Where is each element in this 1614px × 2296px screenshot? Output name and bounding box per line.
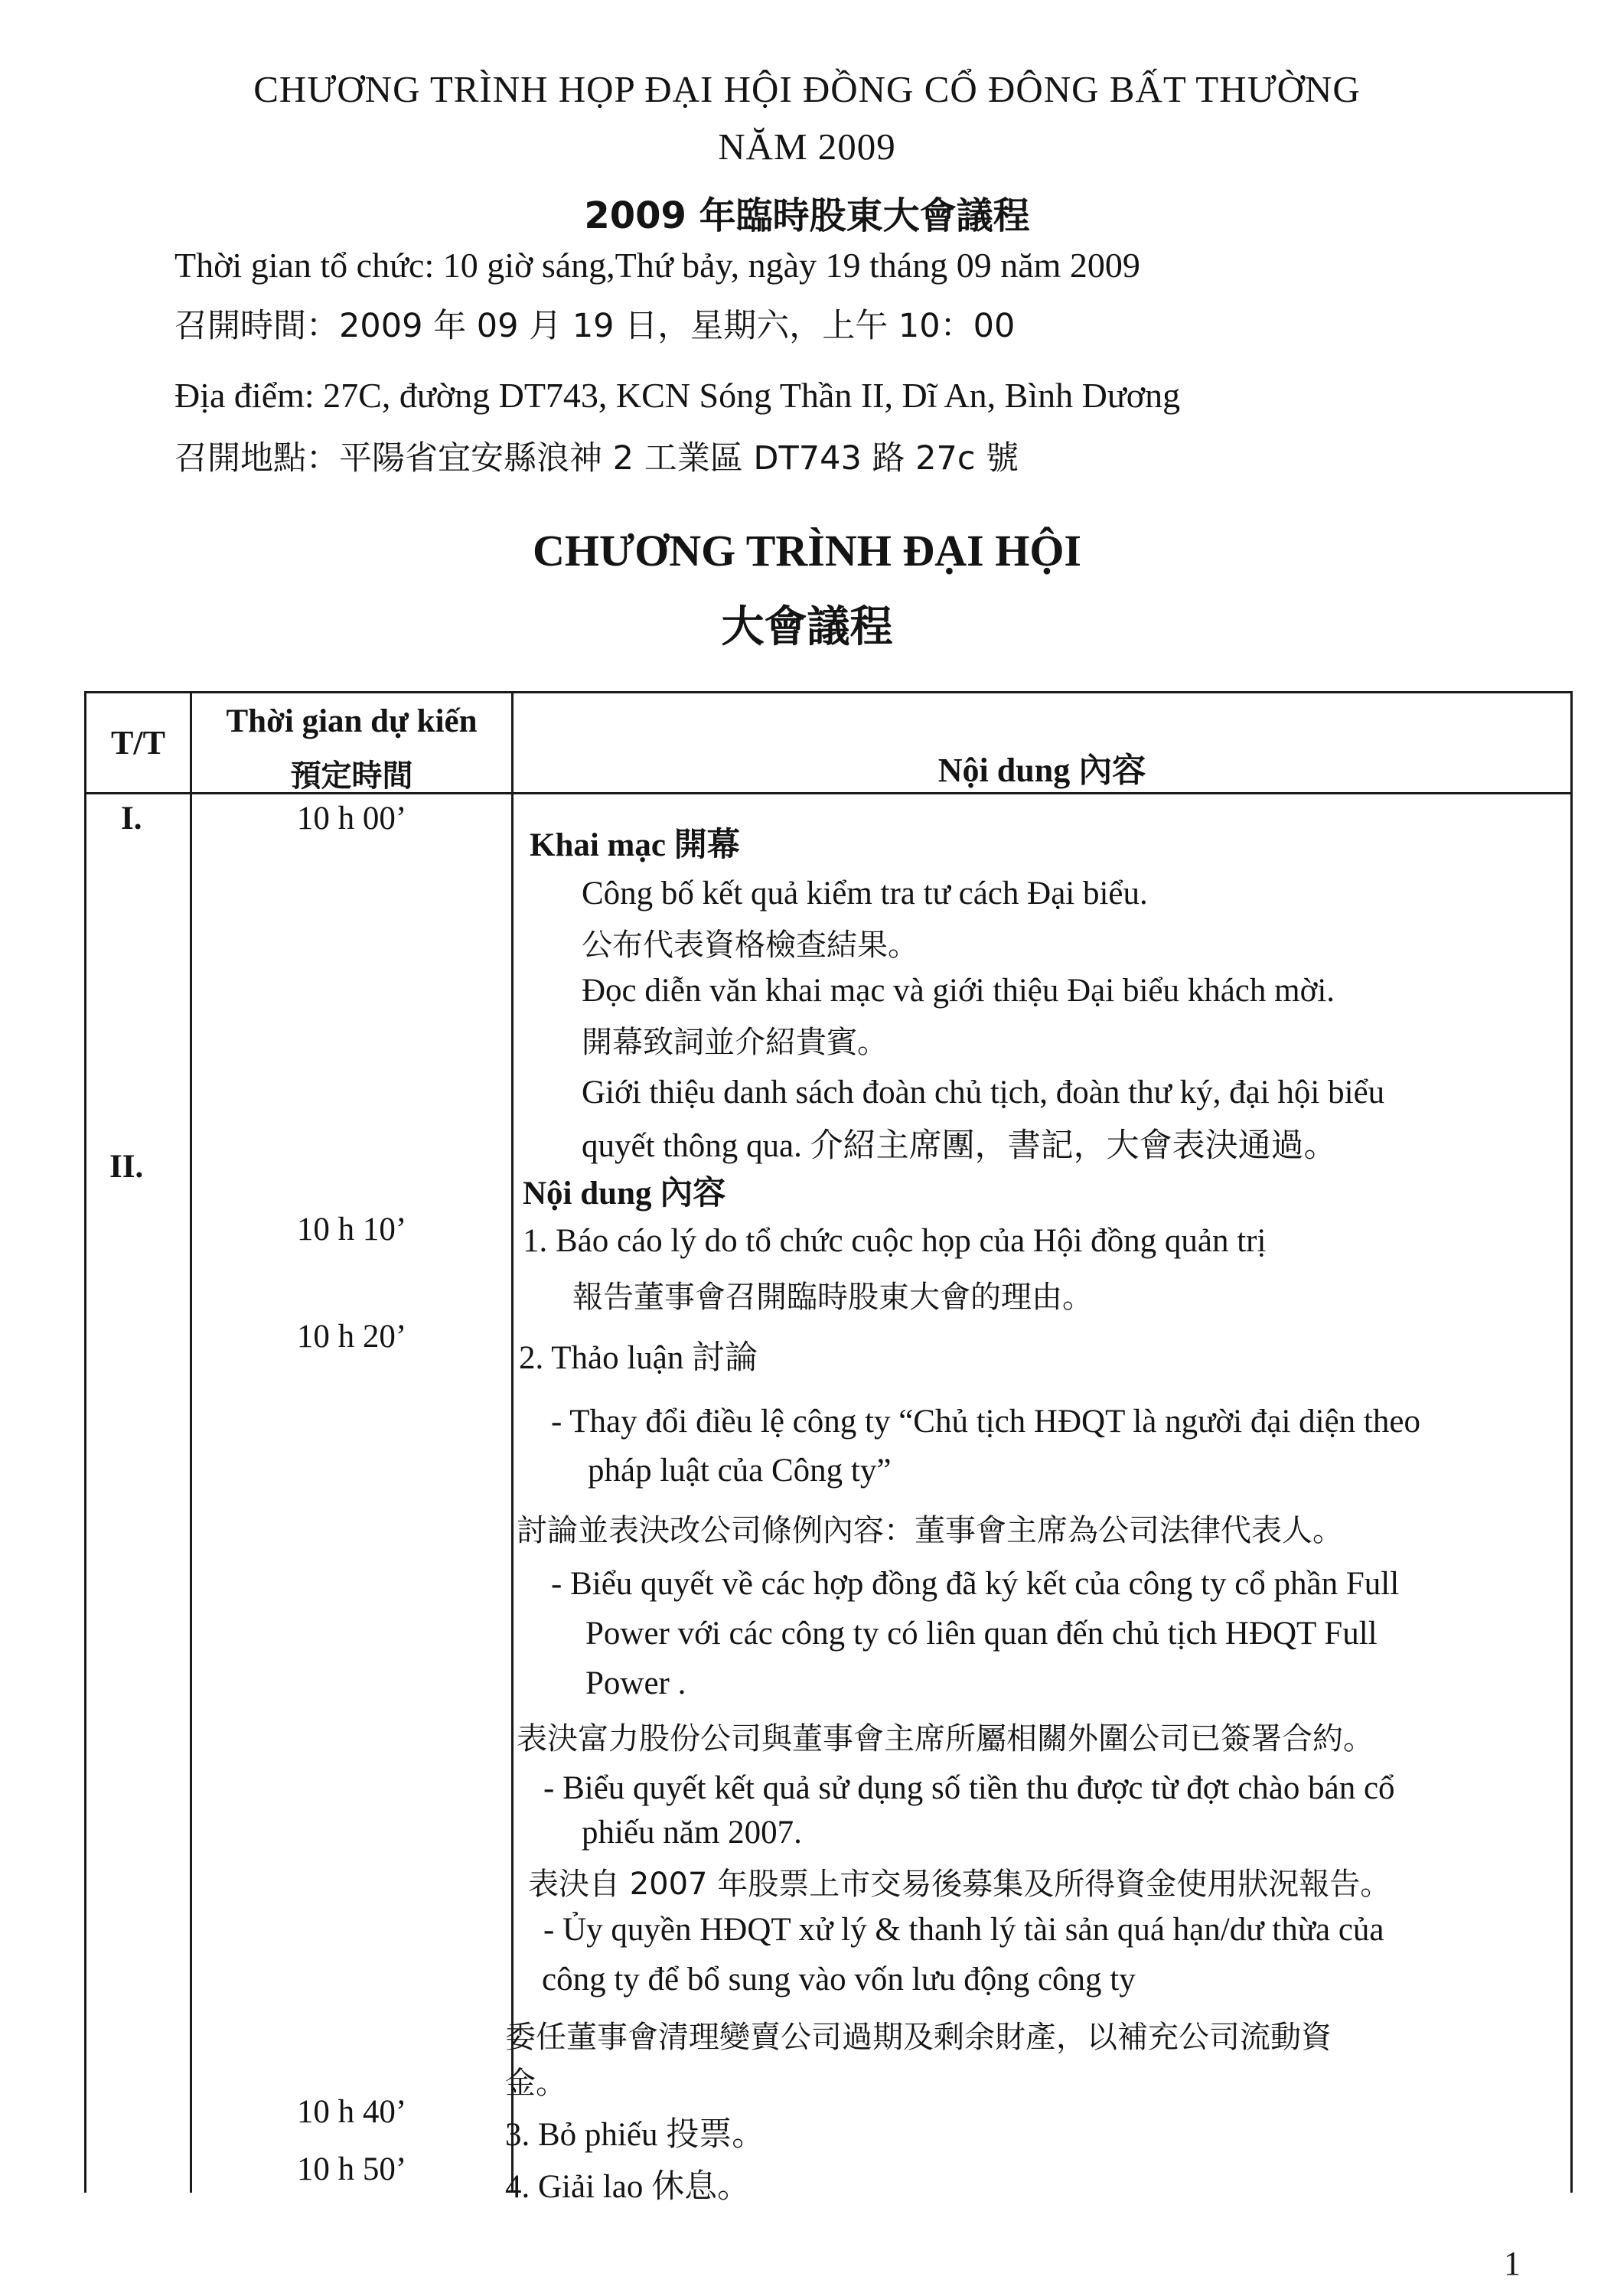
page-number: 1 xyxy=(1504,2245,1521,2282)
table-top-border xyxy=(84,691,1573,693)
item1-report-vi: 1. Báo cáo lý do tổ chức cuộc họp của Hội đồng quản trị xyxy=(523,1223,1267,1259)
opening-item2-vi: Đọc diễn văn khai mạc và giới thiệu Đại biểu khách mời. xyxy=(582,973,1335,1009)
item2c-zh: 表決自 2007 年股票上市交易後募集及所得資金使用狀況報告。 xyxy=(528,1867,1391,1902)
meeting-place-zh: 召開地點：平陽省宜安縣浪神 2 工業區 DT743 路 27c 號 xyxy=(174,439,1019,478)
opening-title: Khai mạc 開幕 xyxy=(530,827,740,863)
item2c-vi-line1: - Biểu quyết kết quả sử dụng số tiền thu được từ đợt chào bán cổ xyxy=(543,1770,1395,1806)
item2d-zh-line2: 金。 xyxy=(505,2066,566,2101)
item2d-vi-line2: công ty để bổ sung vào vốn lưu động công ty xyxy=(542,1962,1136,1998)
table-col-divider-1 xyxy=(190,691,192,2193)
meeting-place-vi: Địa điểm: 27C, đường DT743, KCN Sóng Thần II, Dĩ An, Bình Dương xyxy=(174,376,1181,415)
item2c-vi-line2: phiếu năm 2007. xyxy=(582,1815,802,1851)
opening-item2-zh: 開幕致詞並介紹貴賓。 xyxy=(582,1025,888,1060)
agenda-title-zh: 大會議程 xyxy=(721,602,893,652)
meeting-time-vi: Thời gian tổ chức: 10 giờ sáng,Thứ bảy, ngày 19 tháng 09 năm 2009 xyxy=(174,246,1140,285)
time-10h20: 10 h 20’ xyxy=(296,1319,407,1355)
time-10h00: 10 h 00’ xyxy=(296,801,407,837)
item3-voting: 3. Bỏ phiếu 投票。 xyxy=(505,2117,765,2153)
item2b-vi-line3: Power . xyxy=(585,1665,686,1701)
content-section-title: Nội dung 內容 xyxy=(523,1176,726,1212)
time-10h40: 10 h 40’ xyxy=(296,2094,407,2130)
opening-item3-vi-b: quyết thông qua. 介紹主席團，書記，大會表決通過。 xyxy=(582,1128,1337,1164)
item2b-vi-line1: - Biểu quyết về các hợp đồng đã ký kết của công ty cổ phần Full xyxy=(551,1566,1400,1602)
row-number-i: I. xyxy=(121,801,142,837)
doc-title-line1: CHƯƠNG TRÌNH HỌP ĐẠI HỘI ĐỒNG CỔ ĐÔNG BẤT THƯỜNG xyxy=(253,68,1361,110)
meeting-time-zh: 召開時間：2009 年 09 月 19 日，星期六，上午 10：00 xyxy=(174,307,1016,345)
item1-report-zh: 報告董事會召開臨時股東大會的理由。 xyxy=(572,1280,1093,1315)
table-right-border xyxy=(1570,691,1573,2193)
item2a-vi-line1: - Thay đổi điều lệ công ty “Chủ tịch HĐQT là người đại diện theo xyxy=(551,1404,1420,1440)
item4-break: 4. Giải lao 休息。 xyxy=(505,2169,751,2205)
item2a-vi-line2: pháp luật của Công ty” xyxy=(588,1453,892,1489)
header-tt: T/T xyxy=(111,724,165,762)
doc-title-zh: 2009 年臨時股東大會議程 xyxy=(584,194,1030,237)
header-time-zh: 預定時間 xyxy=(290,758,413,794)
table-col-divider-2 xyxy=(511,691,514,2193)
opening-item3-vi-a: Giới thiệu danh sách đoàn chủ tịch, đoàn thư ký, đại hội biểu xyxy=(582,1075,1385,1110)
agenda-title-vi: CHƯƠNG TRÌNH ĐẠI HỘI xyxy=(532,526,1081,576)
item2d-zh-line1: 委任董事會清理變賣公司過期及剩余財產，以補充公司流動資 xyxy=(505,2020,1332,2055)
doc-title-line2: NĂM 2009 xyxy=(718,126,896,168)
header-content: Nội dung 內容 xyxy=(937,752,1146,789)
time-10h50: 10 h 50’ xyxy=(296,2151,407,2187)
time-10h10: 10 h 10’ xyxy=(296,1212,407,1247)
opening-item1-zh: 公布代表資格檢查結果。 xyxy=(582,928,918,963)
item2a-zh: 討論並表決改公司條例內容：董事會主席為公司法律代表人。 xyxy=(517,1513,1343,1548)
table-left-border xyxy=(84,691,86,2193)
item2d-vi-line1: - Ủy quyền HĐQT xử lý & thanh lý tài sản quá hạn/dư thừa của xyxy=(543,1912,1384,1948)
item2-discussion-title: 2. Thảo luận 討論 xyxy=(519,1340,758,1376)
item2b-zh: 表決富力股份公司與董事會主席所屬相關外圍公司已簽署合約。 xyxy=(517,1721,1374,1756)
item2b-vi-line2: Power với các công ty có liên quan đến chủ tịch HĐQT Full xyxy=(585,1616,1378,1652)
opening-item1-vi: Công bố kết quả kiểm tra tư cách Đại biểu. xyxy=(582,876,1148,912)
row-number-ii: II. xyxy=(109,1149,144,1185)
header-time-vi: Thời gian dự kiến xyxy=(226,703,478,739)
